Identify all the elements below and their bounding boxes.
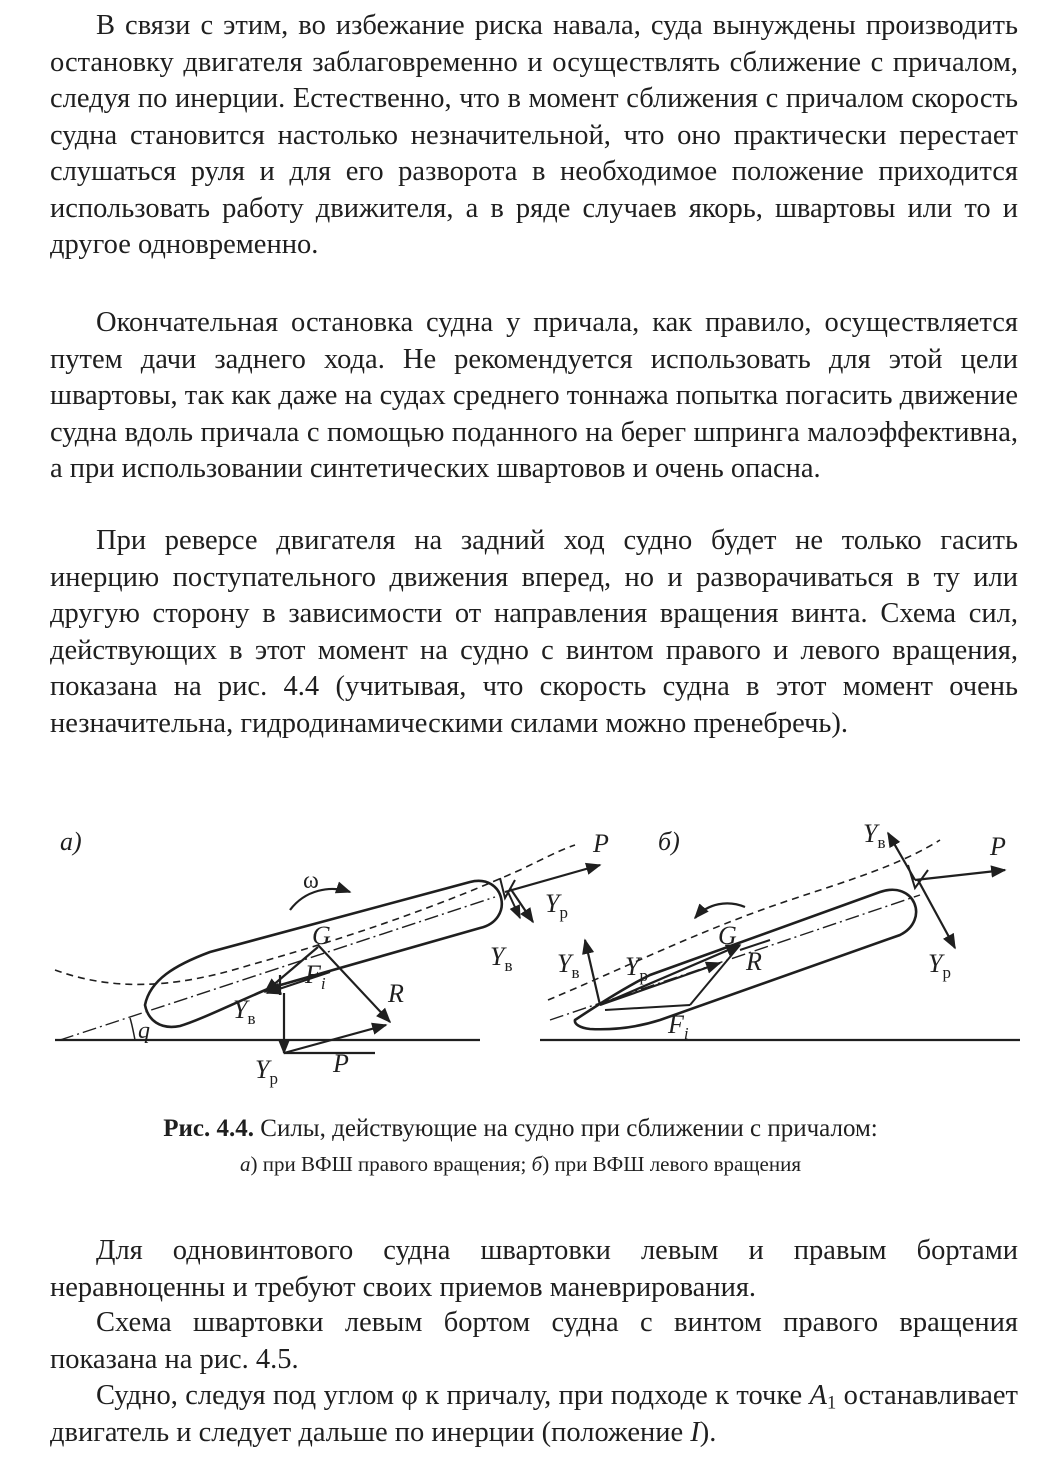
paragraph-6: Судно, следуя под углом φ к причалу, при подходе к точке $A_1$ останавливает двигатель и следует дальше по инерции (положение I). [50,1380,1018,1448]
label-yp-bottom-a: $Y_р$ [255,1055,278,1088]
forces-diagram [0,800,1041,1110]
force-p-right-b [915,870,1005,880]
paragraph-1: В связи с этим, во избежание риска навала, суда вынуждены производить остановку двигателя заблаговременно и осуществлять сближение с причалом, следуя по инерции. Естественно, что в момент сближения с причалом скорость судна становится настолько незначительной, что оно практически перестает слушаться руля и для его разворота в необходимое положение приходится использовать работу движителя, а в ряде случаев якорь, швартовы или то и другое одновременно. [50,10,1018,260]
label-yp-top-a: $Y_р$ [545,889,568,922]
figure-caption-subtitle: а) при ВФШ правого вращения; б) при ВФШ левого вращения [240,1152,801,1176]
force-r-line-b [690,945,740,1005]
label-g-b: G [718,921,737,950]
paragraph-2: Окончательная остановка судна у причала, как правило, осуществляется путем дачи заднего хода. Не рекомендуется использовать для этой цели швартовы, так как даже на судах среднего тоннажа попытка погасить движение судна вдоль причала с помощью поданного на берег шпринга малоэффективна, а при использовании синтетических швартовов и очень опасна. [50,307,1018,484]
paragraph-4: Для одновинтового судна швартовки левым и правым бортами неравноценны и требуют своих приемов маневрирования. [50,1235,1018,1303]
label-p-right-b: P [990,832,1006,861]
label-yv-right-a: $Y_в$ [490,942,513,975]
label-g-a: G [312,921,331,950]
force-yv-left-b [585,940,600,1005]
figure-4-4 [0,800,1041,1110]
paragraph-5: Схема швартовки левым бортом судна с винтом правого вращения показана на рис. 4.5. [50,1307,1018,1375]
figure-caption-title: Рис. 4.4. Силы, действующие на судно при сближении с причалом: [163,1115,878,1142]
label-q-a: q [138,1018,150,1044]
force-p-top-a [505,865,600,892]
rotation-arrow-a [290,889,350,910]
label-r-a: R [388,979,404,1008]
label-p-top-a: P [593,829,609,858]
force-yp-right-b [918,880,955,948]
panel-a [55,827,609,1088]
ship-axis-a [60,897,495,1040]
panel-b-label: б) [658,827,680,856]
label-yp-right-b: $Y_р$ [928,949,951,982]
propeller-b [908,865,928,888]
label-r-b: R [746,947,762,976]
label-yv-top-b: $Y_в$ [863,819,886,852]
rotation-arrow-b [695,903,745,918]
label-fi-b: $F_i$ [668,1010,689,1043]
label-yv-left-a: $Y_в$ [233,995,256,1028]
propeller-a [500,878,515,898]
force-r-b [600,945,740,1005]
paragraph-3: При реверсе двигателя на задний ход судно будет не только гасить инерцию поступательного движения вперед, но и разворачиваться в ту или другую сторону в зависимости от направления вращения винта. Схема сил, действующих в этот момент на судно с винтом правого и левого вращения, показана на рис. 4.4 (учитывая, что скорость судна в этот момент очень незначительна, гидродинамическими силами можно пренебречь). [50,525,1018,739]
force-yv-right-a [508,892,520,918]
omega-label: ω [303,868,319,894]
label-fi-a: $F_i$ [305,960,326,993]
angle-arc-a [130,1018,135,1040]
panel-a-label: а) [60,827,82,856]
ship-axis-b [550,895,920,1020]
panel-b [540,819,1020,1043]
label-yv-left-b: $Y_в$ [557,949,580,982]
trajectory-b [548,840,940,1000]
label-p-bottom-a: P [333,1049,349,1078]
label-yp-mid-b: $Y_р$ [625,952,648,985]
